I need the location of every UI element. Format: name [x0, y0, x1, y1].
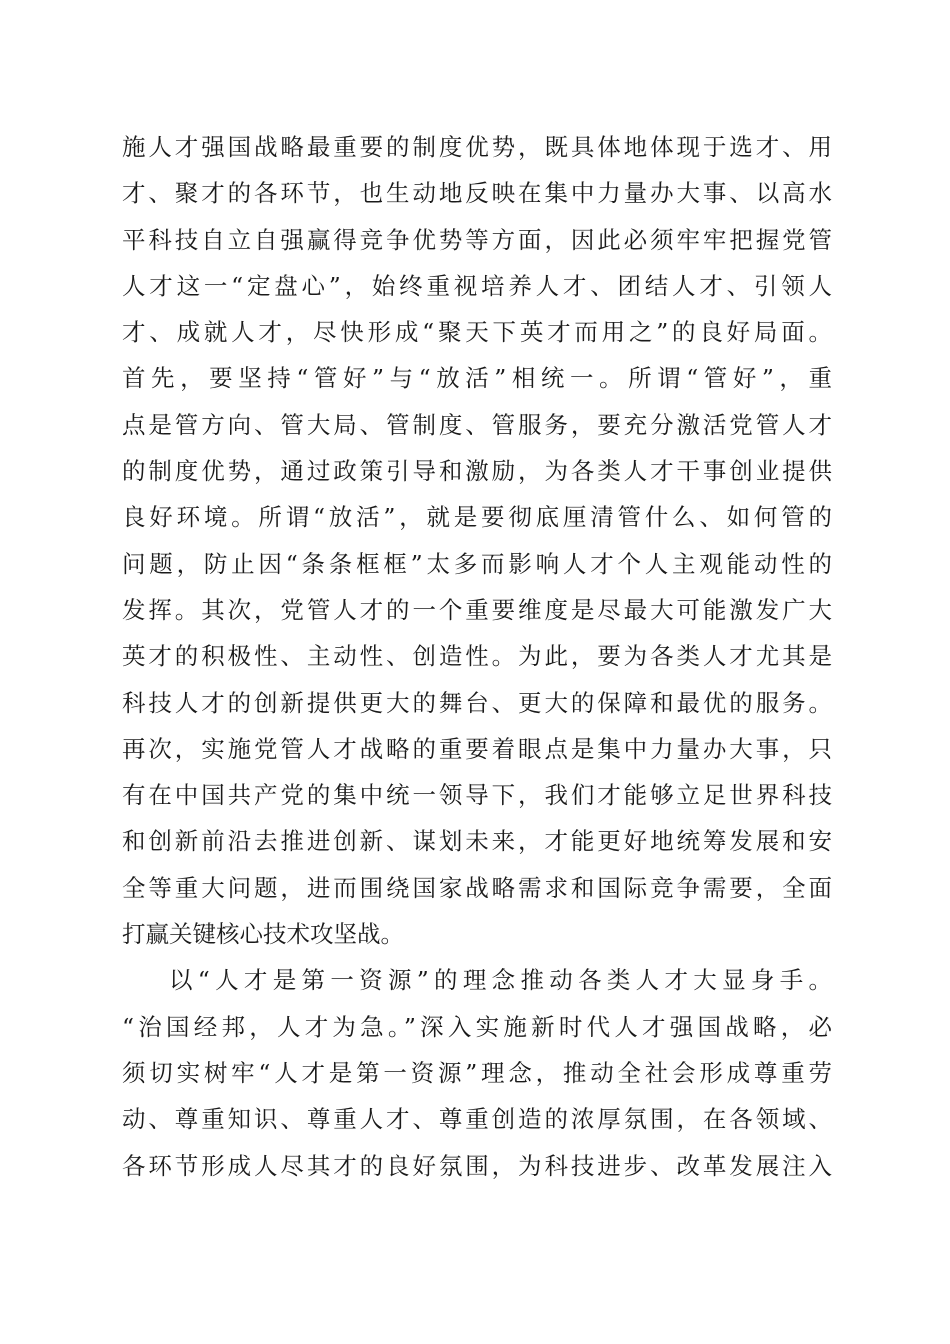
- text-line: 良好环境。所谓“放活”，就是要彻底厘清管什么、如何管的: [122, 503, 832, 532]
- text-line: 点是管方向、管大局、管制度、管服务，要充分激活党管人才: [122, 410, 832, 439]
- text-line: 全等重大问题，进而围绕国家战略需求和国际竞争需要，全面: [122, 873, 832, 902]
- text-line: 各环节形成人尽其才的良好氛围，为科技进步、改革发展注入: [122, 1151, 832, 1180]
- text-line: 动、尊重知识、尊重人才、尊重创造的浓厚氛围，在各领域、: [122, 1105, 832, 1134]
- text-line: 的制度优势，通过政策引导和激励，为各类人才干事创业提供: [122, 457, 832, 486]
- body-text: [122, 124, 832, 1189]
- text-line: 打赢关键核心技术攻坚战。: [122, 920, 404, 949]
- paragraph-heading-line: 以“人才是第一资源”的理念推动各类人才大显身手。: [169, 966, 832, 995]
- text-line: 再次，实施党管人才战略的重要着眼点是集中力量办大事，只: [122, 734, 832, 763]
- text-line: 发挥。其次，党管人才的一个重要维度是尽最大可能激发广大: [122, 595, 832, 624]
- text-line: 科技人才的创新提供更大的舞台、更大的保障和最优的服务。: [122, 688, 832, 717]
- text-line: 须切实树牢“人才是第一资源”理念，推动全社会形成尊重劳: [122, 1058, 832, 1087]
- text-line: “治国经邦，人才为急。”深入实施新时代人才强国战略，必: [122, 1012, 832, 1041]
- text-line: 才、聚才的各环节，也生动地反映在集中力量办大事、以高水: [122, 179, 832, 208]
- text-line: 才、成就人才，尽快形成“聚天下英才而用之”的良好局面。: [122, 318, 832, 347]
- text-line: 首先，要坚持“管好”与“放活”相统一。所谓“管好”，重: [122, 364, 832, 393]
- text-line: 和创新前沿去推进创新、谋划未来，才能更好地统筹发展和安: [122, 827, 832, 856]
- text-line: 问题，防止因“条条框框”太多而影响人才个人主观能动性的: [122, 549, 832, 578]
- text-line: 有在中国共产党的集中统一领导下，我们才能够立足世界科技: [122, 781, 832, 810]
- text-line: 施人才强国战略最重要的制度优势，既具体地体现于选才、用: [122, 133, 832, 161]
- text-line: 人才这一“定盘心”，始终重视培养人才、团结人才、引领人: [122, 271, 832, 300]
- text-line: 英才的积极性、主动性、创造性。为此，要为各类人才尤其是: [122, 642, 832, 671]
- text-line: 平科技自立自强赢得竞争优势等方面，因此必须牢牢把握党管: [122, 225, 832, 254]
